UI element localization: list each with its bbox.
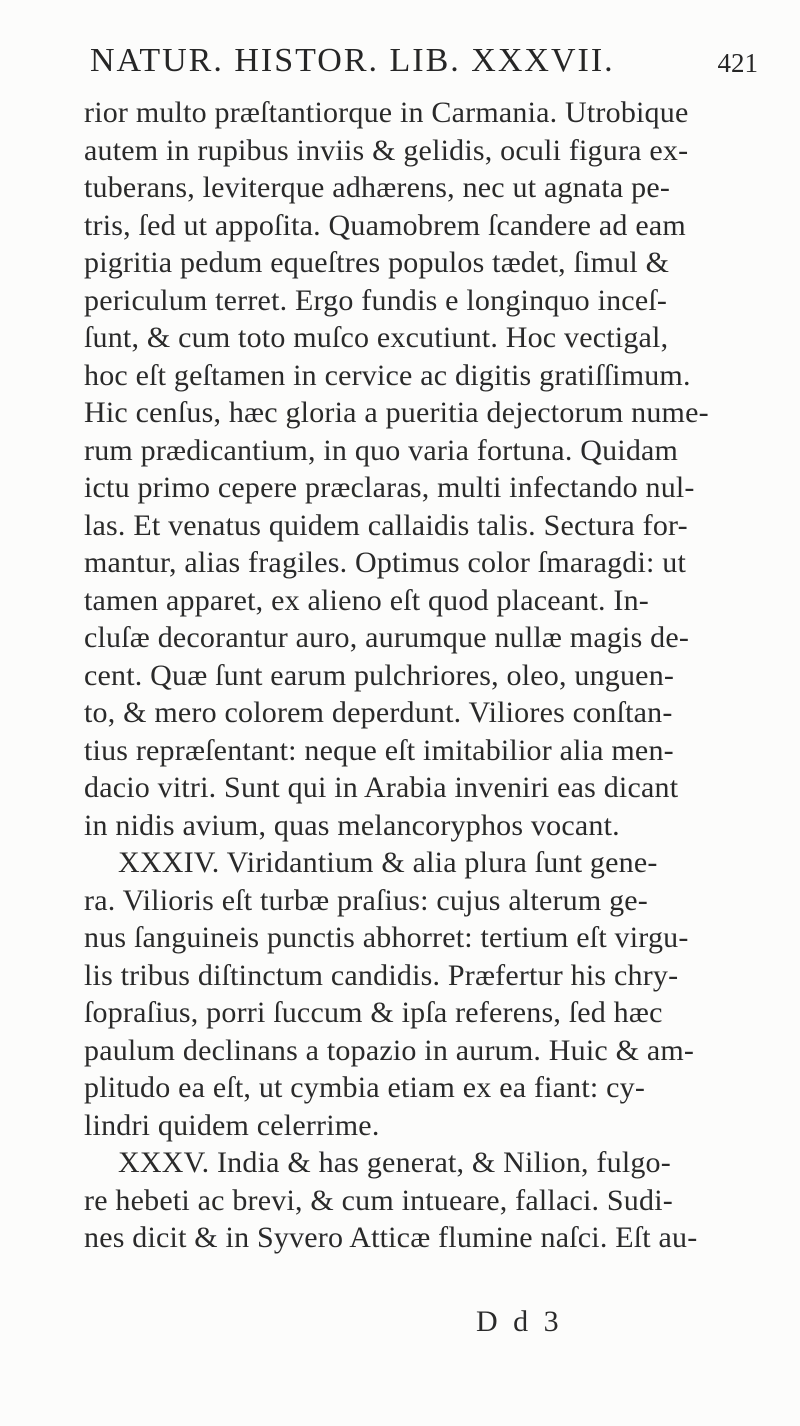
- text-line: tius repræſentant: neque eſt imitabilior alia men-: [84, 733, 674, 767]
- text-line: paulum declinans a topazio in aurum. Huic & am-: [84, 1033, 695, 1067]
- text-line: re hebeti ac brevi, & cum intueare, fallaci. Sudi-: [84, 1183, 673, 1217]
- text-line: cluſæ decorantur auro, aurumque nullæ magis de-: [84, 621, 690, 654]
- text-line: ſopraſius, porri ſuccum & ipſa referens, ſed hæc: [84, 996, 663, 1029]
- signature-mark: D d 3: [476, 1305, 563, 1338]
- page-header: [90, 42, 758, 86]
- text-line: mantur, alias fragiles. Optimus color ſmaragdi: ut: [84, 546, 686, 579]
- section-heading-line: XXXIV. Viridantium & alia plura ſunt gene-: [118, 846, 658, 879]
- text-line: rior multo præſtantiorque in Carmania. Utrobique: [84, 96, 689, 129]
- text-line: hoc eſt geſtamen in cervice ac digitis gratiſſimum.: [84, 358, 691, 392]
- text-line: cent. Quæ ſunt earum pulchriores, oleo, unguen-: [84, 658, 675, 692]
- text-line: tamen apparet, ex alieno eſt quod placeant. In-: [84, 583, 649, 617]
- text-line: to, & mero colorem deperdunt. Viliores conſtan-: [84, 696, 673, 729]
- text-line: plitudo ea eſt, ut cymbia etiam ex ea fiant: cy-: [84, 1071, 646, 1104]
- text-line: las. Et venatus quidem callaidis talis. Sectura for-: [84, 508, 688, 542]
- page-number: 421: [717, 48, 758, 78]
- text-line: nes dicit & in Syvero Atticæ flumine naſci. Eſt au-: [84, 1221, 698, 1254]
- text-line: autem in rupibus inviis & gelidis, oculi figura ex-: [84, 133, 689, 167]
- text-line: ſunt, & cum toto muſco excutiunt. Hoc vectigal,: [84, 321, 669, 354]
- text-line: dacio vitri. Sunt qui in Arabia inveniri eas dicant: [84, 771, 679, 804]
- text-line: periculum terret. Ergo fundis e longinquo inceſ-: [84, 283, 668, 317]
- text-line: Hic cenſus, hæc gloria a pueritia dejectorum nume-: [84, 396, 709, 429]
- text-line: tuberans, leviterque adhærens, nec ut agnata pe-: [84, 171, 671, 204]
- running-head: NATUR. HISTOR. LIB. XXXVII.: [90, 42, 615, 79]
- text-line: tris, ſed ut appoſita. Quamobrem ſcandere ad eam: [84, 208, 686, 242]
- text-line: ictu primo cepere præclaras, multi infectando nul-: [84, 471, 695, 504]
- section-heading-line: XXXV. India & has generat, & Nilion, fulgo-: [118, 1146, 671, 1179]
- text-line: pigritia pedum equeſtres populos tædet, ſimul &: [84, 246, 670, 279]
- text-line: nus ſanguineis punctis abhorret: tertium eſt virgu-: [84, 921, 689, 954]
- text-line: rum prædicantium, in quo varia fortuna. Quidam: [84, 433, 679, 467]
- body-text: [84, 94, 764, 1257]
- text-line: lindri quidem celerrime.: [84, 1108, 380, 1142]
- text-line: in nidis avium, quas melancoryphos vocant.: [84, 808, 620, 842]
- text-line: lis tribus diſtinctum candidis. Præfertur his chry-: [84, 958, 679, 992]
- text-line: ra. Vilioris eſt turbæ praſius: cujus alterum ge-: [84, 883, 648, 917]
